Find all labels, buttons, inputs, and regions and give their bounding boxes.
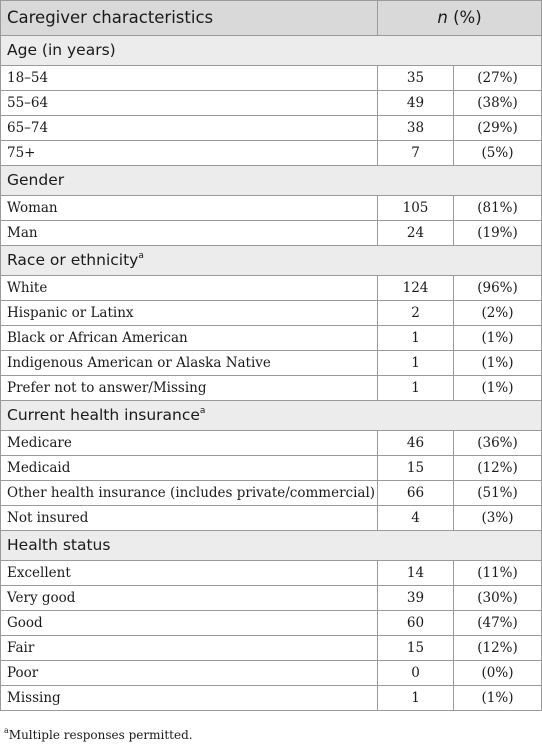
table-row bbox=[1, 116, 542, 141]
row-count: 46 bbox=[378, 431, 454, 456]
section-header-row bbox=[1, 531, 542, 561]
row-count: 49 bbox=[378, 91, 454, 116]
section-title bbox=[1, 246, 542, 276]
row-count: 1 bbox=[378, 326, 454, 351]
table-row bbox=[1, 351, 542, 376]
table-row bbox=[1, 456, 542, 481]
section-header-row bbox=[1, 401, 542, 431]
row-count: 124 bbox=[378, 276, 454, 301]
row-percent: (47%) bbox=[454, 611, 542, 636]
row-count: 66 bbox=[378, 481, 454, 506]
row-count: 60 bbox=[378, 611, 454, 636]
row-percent: (1%) bbox=[454, 351, 542, 376]
section-title bbox=[1, 36, 542, 66]
row-count: 0 bbox=[378, 661, 454, 686]
table-row bbox=[1, 561, 542, 586]
row-percent: (30%) bbox=[454, 586, 542, 611]
row-label: Fair bbox=[1, 636, 378, 661]
table-row bbox=[1, 376, 542, 401]
row-count: 39 bbox=[378, 586, 454, 611]
characteristic-column-header: Caregiver characteristics bbox=[1, 1, 378, 36]
row-label: 65–74 bbox=[1, 116, 378, 141]
row-label: Other health insurance (includes private/commercial) bbox=[1, 481, 378, 506]
row-count: 35 bbox=[378, 66, 454, 91]
row-count: 1 bbox=[378, 376, 454, 401]
row-label: Hispanic or Latinx bbox=[1, 301, 378, 326]
section-header-row bbox=[1, 166, 542, 196]
row-count: 4 bbox=[378, 506, 454, 531]
row-label: Missing bbox=[1, 686, 378, 711]
row-label: Excellent bbox=[1, 561, 378, 586]
row-count: 1 bbox=[378, 351, 454, 376]
footnote-marker: a bbox=[199, 406, 206, 416]
row-label: 75+ bbox=[1, 141, 378, 166]
row-percent: (1%) bbox=[454, 326, 542, 351]
row-percent: (3%) bbox=[454, 506, 542, 531]
table-row bbox=[1, 586, 542, 611]
table-row bbox=[1, 636, 542, 661]
table-row bbox=[1, 481, 542, 506]
row-percent: (29%) bbox=[454, 116, 542, 141]
footnote-marker: a bbox=[138, 251, 144, 261]
table-row bbox=[1, 686, 542, 711]
row-label: Woman bbox=[1, 196, 378, 221]
table-body bbox=[1, 36, 542, 711]
table-row bbox=[1, 611, 542, 636]
table-row bbox=[1, 301, 542, 326]
row-label: Black or African American bbox=[1, 326, 378, 351]
table-row bbox=[1, 66, 542, 91]
row-label: Indigenous American or Alaska Native bbox=[1, 351, 378, 376]
row-count: 7 bbox=[378, 141, 454, 166]
row-label: 55–64 bbox=[1, 91, 378, 116]
row-percent: (27%) bbox=[454, 66, 542, 91]
table-row bbox=[1, 221, 542, 246]
section-title-text: Health status bbox=[7, 536, 111, 554]
table-row bbox=[1, 196, 542, 221]
section-title-text: Race or ethnicity bbox=[7, 251, 139, 269]
row-count: 14 bbox=[378, 561, 454, 586]
section-title bbox=[1, 166, 542, 196]
table-footnote: $^a$Multiple responses permitted. bbox=[4, 726, 193, 742]
row-label: Very good bbox=[1, 586, 378, 611]
section-title-text: Age (in years) bbox=[7, 41, 116, 59]
row-percent: (96%) bbox=[454, 276, 542, 301]
row-label: Not insured bbox=[1, 506, 378, 531]
section-title-text: Current health insurance bbox=[7, 406, 200, 424]
row-count: 105 bbox=[378, 196, 454, 221]
row-count: 1 bbox=[378, 686, 454, 711]
row-count: 24 bbox=[378, 221, 454, 246]
row-label: Man bbox=[1, 221, 378, 246]
row-percent: (1%) bbox=[454, 376, 542, 401]
row-label: Medicare bbox=[1, 431, 378, 456]
row-label: Medicaid bbox=[1, 456, 378, 481]
row-label: 18–54 bbox=[1, 66, 378, 91]
row-percent: (0%) bbox=[454, 661, 542, 686]
row-percent: (2%) bbox=[454, 301, 542, 326]
row-percent: (51%) bbox=[454, 481, 542, 506]
row-count: 2 bbox=[378, 301, 454, 326]
row-percent: (81%) bbox=[454, 196, 542, 221]
row-percent: (11%) bbox=[454, 561, 542, 586]
row-label: White bbox=[1, 276, 378, 301]
row-label: Poor bbox=[1, 661, 378, 686]
section-title bbox=[1, 401, 542, 431]
row-count: 15 bbox=[378, 456, 454, 481]
section-title bbox=[1, 531, 542, 561]
row-percent: (12%) bbox=[454, 636, 542, 661]
table-row bbox=[1, 91, 542, 116]
table-row bbox=[1, 661, 542, 686]
n-percent-column-header: n (%) bbox=[378, 1, 542, 36]
row-percent: (1%) bbox=[454, 686, 542, 711]
table-row bbox=[1, 506, 542, 531]
table-row bbox=[1, 326, 542, 351]
section-title-text: Gender bbox=[7, 171, 65, 189]
row-count: 15 bbox=[378, 636, 454, 661]
row-percent: (38%) bbox=[454, 91, 542, 116]
row-percent: (12%) bbox=[454, 456, 542, 481]
section-header-row bbox=[1, 246, 542, 276]
row-percent: (19%) bbox=[454, 221, 542, 246]
table-row bbox=[1, 431, 542, 456]
table-row bbox=[1, 276, 542, 301]
table-header-row bbox=[1, 1, 542, 36]
table-row bbox=[1, 141, 542, 166]
row-label: Good bbox=[1, 611, 378, 636]
row-count: 38 bbox=[378, 116, 454, 141]
row-percent: (36%) bbox=[454, 431, 542, 456]
row-percent: (5%) bbox=[454, 141, 542, 166]
row-label: Prefer not to answer/Missing bbox=[1, 376, 378, 401]
section-header-row bbox=[1, 36, 542, 66]
